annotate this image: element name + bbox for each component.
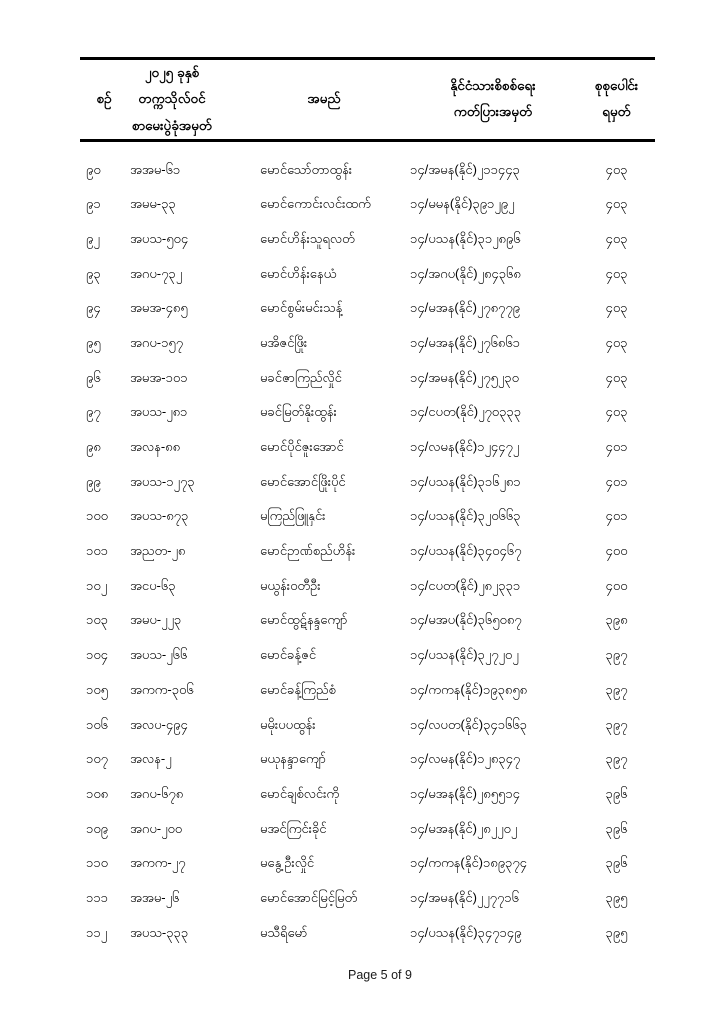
table-row [80,707,655,742]
header-total-line-2: ရမှတ် [602,104,631,120]
cell-roll-number: အပသ-၂၆၆ [130,647,188,663]
table-row [80,846,655,881]
cell-total-marks: ၄၀၃ [605,230,628,246]
header-nrc-line-1: နိုင်ငံသားစိစစ်ရေး [450,78,536,94]
cell-roll-number: အမမ-၃၃ [130,196,176,212]
cell-roll-number: အကက-၂၇ [130,855,186,871]
cell-name: မအင်ကြင်းခိုင် [260,820,327,836]
table-row [80,880,655,915]
cell-serial: ၁၀၇ [86,751,108,767]
table-row [80,742,655,777]
cell-total-marks: ၄၀၃ [605,334,628,350]
cell-serial: ၁၀၁ [86,543,108,559]
cell-serial: ၁၀၅ [86,681,108,697]
cell-name: မောင်သော်တာထွန်း [260,161,353,177]
cell-roll-number: အလပ-၄၉၄ [130,716,188,732]
cell-roll-number: အဂပ-၁၅၇ [130,334,184,350]
cell-name: မခင်မြတ်နိုးထွန်း [260,404,337,420]
table-row [80,638,655,673]
cell-name: မောင်ကောင်းလင်းထက် [260,196,371,212]
header-nrc-line-2: ကတ်ပြားအမှတ် [453,104,533,120]
cell-serial: ၉၃ [86,265,101,281]
cell-total-marks: ၃၉၆ [605,820,628,836]
page-number: Page 5 of 9 [348,968,412,982]
cell-nrc-number: ၁၄/အမန(နိုင်)၂၂၇၇၁၆ [410,889,519,905]
cell-nrc-number: ၁၄/ပသန(နိုင်)၃၁၂၈၉၆ [410,230,521,246]
table-row [80,395,655,430]
table-row [80,811,655,846]
table-row [80,325,655,360]
cell-roll-number: အလန-၂ [130,751,172,767]
cell-roll-number: အငပ-၆၃ [130,577,176,593]
cell-total-marks: ၄၀၀ [605,543,628,559]
cell-total-marks: ၃၉၆ [605,855,628,871]
cell-total-marks: ၄၀၃ [605,265,628,281]
header-cell-total-marks [578,60,655,139]
cell-serial: ၉၆ [86,369,101,385]
cell-name: မောင်အောင်ဖြိုးပိုင် [260,473,346,489]
cell-total-marks: ၄၀၃ [605,300,628,316]
table-row [80,291,655,326]
cell-serial: ၉၂ [86,230,100,246]
cell-nrc-number: ၁၄/လမန(နိုင်)၁၂၄၄၇၂ [410,439,520,455]
cell-name: မကြည်ဖြူနှင်း [260,508,326,524]
cell-serial: ၁၀၃ [86,612,108,628]
table-row [80,464,655,499]
header-roll-line-3: စာမေးပွဲခုံအမှတ် [131,117,213,133]
cell-roll-number: အဂပ-၆၇၈ [130,785,184,801]
cell-nrc-number: ၁၄/ပသန(နိုင်)၃၄၇၁၄၉ [410,924,522,940]
cell-roll-number: အပသ-၂၈၁ [130,404,188,420]
cell-name: မောင်ပိုင်ဇူးအောင် [260,439,344,455]
cell-serial: ၁၀၀ [86,508,108,524]
cell-roll-number: အလန-၈၈ [130,439,181,455]
cell-name: မသီရိမော် [260,924,308,940]
cell-name: မောင်အောင်မြင့်မြတ် [260,889,358,905]
cell-serial: ၉၅ [86,334,101,350]
table-row [80,429,655,464]
header-total-line-1: စုစုပေါင်း [594,78,639,94]
cell-nrc-number: ၁၄/ကကန(နိုင်)၁၈၉၃၇၄ [410,855,527,871]
cell-total-marks: ၃၉၅ [605,924,628,940]
results-table [80,57,655,950]
header-cell-serial [80,60,128,139]
cell-roll-number: အညတ-၂၈ [130,543,186,559]
cell-total-marks: ၄၀၃ [605,161,628,177]
cell-total-marks: ၄၀၁ [605,473,628,489]
cell-roll-number: အအမ-၂၆ [130,889,180,905]
table-row [80,534,655,569]
cell-name: မခင်ဇာကြည်လှိုင် [260,369,342,385]
header-cell-name [258,60,408,139]
cell-serial: ၉၉ [86,473,101,489]
cell-serial: ၁၁၁ [86,889,108,905]
cell-name: မအိဇင်ဖြိုး [260,334,308,350]
cell-serial: ၁၀၂ [86,577,108,593]
cell-total-marks: ၃၉၇ [605,647,628,663]
header-roll-line-1: ၂၀၂၅ ခုနှစ် [144,65,200,80]
cell-serial: ၁၀၉ [86,820,108,836]
table-row [80,499,655,534]
table-row [80,568,655,603]
cell-total-marks: ၃၉၇ [605,751,628,767]
table-row [80,221,655,256]
cell-serial: ၁၀၆ [86,716,108,732]
cell-name: မောင်ဉာဏ်စည်ဟိန်း [260,543,356,559]
table-row [80,187,655,222]
cell-roll-number: အမပ-၂၂၃ [130,612,182,628]
cell-total-marks: ၄၀၃ [605,369,628,385]
cell-nrc-number: ၁၄/ပသန(နိုင်)၃၄၀၄၆၇ [410,543,522,559]
cell-nrc-number: ၁၄/မအန(နိုင်)၂၇၈၇၇၉ [410,300,520,316]
cell-nrc-number: ၁၄/မအန(နိုင်)၂၈၅၅၁၄ [410,785,520,801]
header-name-label: အမည် [307,91,341,107]
cell-serial: ၉၇ [86,404,101,420]
table-row [80,360,655,395]
cell-roll-number: အဂပ-၇၃၂ [130,265,183,281]
cell-nrc-number: ၁၄/ပသန(နိုင်)၃၂၇၂၀၂ [410,647,519,663]
cell-nrc-number: ၁၄/မအန(နိုင်)၂၈၂၂၀၂ [410,820,518,836]
cell-nrc-number: ၁၄/ပသန(နိုင်)၃၁၆၂၈၁ [410,473,521,489]
cell-nrc-number: ၁၄/မမန(နိုင်)၃၉၁၂၉၂ [410,196,515,212]
header-cell-nrc [408,60,578,139]
cell-name: မောင်စွမ်းမင်းသန့် [260,300,343,316]
cell-name: မောင်ချစ်လင်းကို [260,785,340,801]
cell-name: မောင်ခန့်ကြည်စံ [260,681,336,697]
cell-name: မယုနန္ဒာကျော် [260,751,327,767]
cell-nrc-number: ၁၄/လမန(နိုင်)၁၂၈၃၄၇ [410,751,521,767]
cell-nrc-number: ၁၄/မအပ(နိုင်)၃၆၅၀၈၇ [410,612,522,628]
cell-roll-number: အမအ-၁၀၁ [130,369,188,385]
cell-name: မောင်ဟိန်းသူရလတ် [260,230,355,246]
cell-nrc-number: ၁၄/ပသန(နိုင်)၃၂၀၆၆၃ [410,508,521,524]
cell-total-marks: ၄၀၃ [605,196,628,212]
header-cell-roll-number [128,60,258,139]
cell-nrc-number: ၁၄/ငပတ(နိုင်)၂၈၂၃၃၁ [410,577,521,593]
cell-serial: ၉၄ [86,300,101,316]
cell-roll-number: အပသ-၁၂၇၃ [130,473,195,489]
cell-roll-number: အမအ-၄၈၅ [130,300,188,316]
cell-roll-number: အအမ-၆၁ [130,161,181,177]
table-row [80,256,655,291]
cell-nrc-number: ၁၄/အဂပ(နိုင်)၂၈၄၃၆၈ [410,265,521,281]
cell-serial: ၉၀ [86,161,101,177]
cell-total-marks: ၄၀၀ [605,577,628,593]
cell-total-marks: ၃၉၅ [605,889,628,905]
cell-serial: ၉၁ [86,196,101,212]
cell-roll-number: အကက-၃၀၆ [130,681,194,697]
table-row [80,603,655,638]
cell-nrc-number: ၁၄/မအန(နိုင်)၂၇၆၈၆၁ [410,334,520,350]
cell-total-marks: ၃၉၆ [605,785,628,801]
cell-total-marks: ၃၉၇ [605,716,628,732]
cell-roll-number: အပသ-၅၀၄ [130,230,189,246]
cell-serial: ၁၀၄ [86,647,108,663]
cell-total-marks: ၃၉၈ [605,612,628,628]
cell-serial: ၁၁၀ [86,855,108,871]
table-body [80,142,655,950]
cell-nrc-number: ၁၄/ငပတ(နိုင်)၂၇၀၃၃၃ [410,404,522,420]
cell-roll-number: အဂပ-၂၀၀ [130,820,183,836]
cell-name: မယွန်းဝတီဦး [260,577,321,593]
header-serial-label: စဉ် [96,91,112,107]
table-header-row [80,57,655,142]
cell-name: မောင်ဟိန်းနေယံ [260,265,337,281]
table-row [80,776,655,811]
cell-nrc-number: ၁၄/အမန(နိုင်)၂၁၁၄၄၃ [410,161,520,177]
table-row [80,672,655,707]
table-row [80,152,655,187]
cell-name: မောင်ခန့်ဇင် [260,647,317,663]
cell-roll-number: အပသ-၈၇၃ [130,508,189,524]
cell-name: မမိုးပပထွန်း [260,716,316,732]
cell-total-marks: ၄၀၁ [605,439,628,455]
cell-serial: ၉၈ [86,439,101,455]
cell-name: မနွေ့ဦးလှိုင် [260,855,315,871]
cell-name: မောင်ထွဋ်နန္ဒကျော် [260,612,348,628]
cell-nrc-number: ၁၄/ကကန(နိုင်)၁၉၃၈၅၈ [410,681,528,697]
cell-serial: ၁၀၈ [86,785,109,801]
cell-total-marks: ၄၀၁ [605,508,628,524]
cell-roll-number: အပသ-၃၃၃ [130,924,189,940]
table-row [80,915,655,950]
cell-nrc-number: ၁၄/အမန(နိုင်)၂၇၅၂၃၀ [410,369,519,385]
cell-serial: ၁၁၂ [86,924,108,940]
header-roll-line-2: တက္ကသိုလ်ဝင် [138,91,206,107]
cell-total-marks: ၃၉၇ [605,681,628,697]
cell-total-marks: ၄၀၃ [605,404,628,420]
cell-nrc-number: ၁၄/လပတ(နိုင်)၃၄၁၆၆၃ [410,716,527,732]
